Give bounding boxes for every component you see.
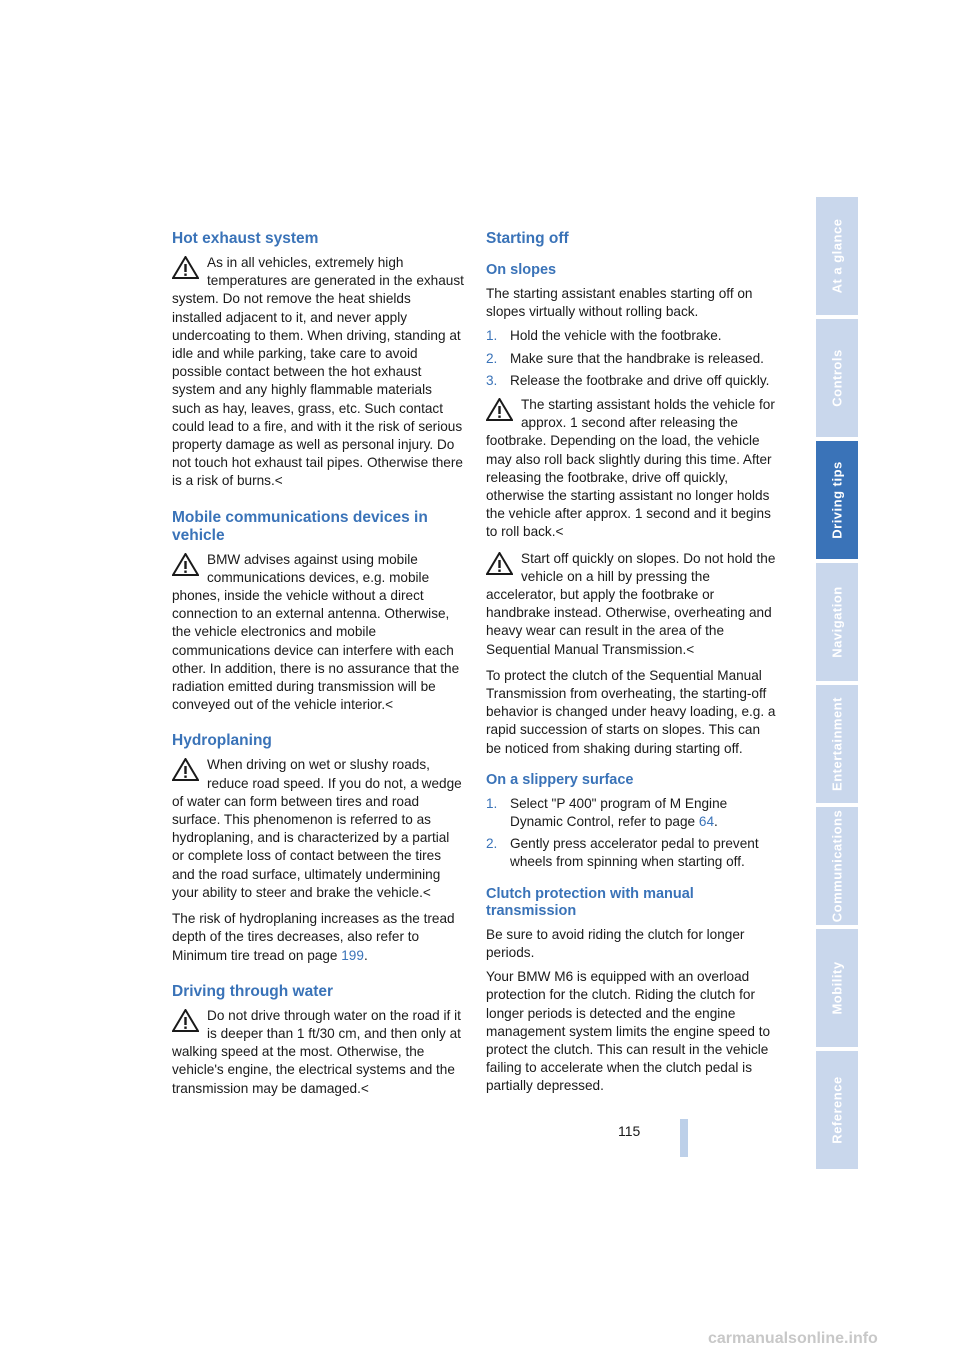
warning-triangle-icon xyxy=(172,758,199,781)
tab-controls[interactable] xyxy=(816,319,858,437)
step-list xyxy=(486,327,778,390)
step-item xyxy=(486,327,778,345)
warning-text: BMW advises against using mobile communications devices, e.g. mobile phones, inside the vehicle without a direct connection to an external antenna. Otherwise, the vehicle electronics and mobile communications device can interfere with each other. In addition, there is no assurance that the radiation emitted during transmission will be conveyed out of the vehicle interior. xyxy=(172,551,460,713)
paragraph: Your BMW M6 is equipped with an overload protection for the clutch. Riding the clutch for longer periods is detected and the engine management system limits the engine speed to protect the clutch. This can result in the vehicle failing to accelerate when the clutch pedal is partially depressed. xyxy=(486,969,771,1094)
tab-mobility[interactable] xyxy=(816,929,858,1047)
warning-text: When driving on wet or slushy roads, reduce road speed. If you do not, a wedge of water can form between tires and road surface. This phenomenon is referred to as hydroplaning, and is characterized by a partial or complete loss of contact between the tires and the road surface, ultimately undermining your ability to steer and brake the vehicle. xyxy=(172,757,462,900)
heading-clutch: Clutch protection with manual transmission xyxy=(486,885,694,919)
heading-hydroplaning: Hydroplaning xyxy=(172,732,272,750)
chapter-tabs xyxy=(816,197,858,1173)
warning-text: As in all vehicles, extremely high temperatures are generated in the exhaust system. Do not remove the heat shields installed adjacent to it, and never apply undercoating to them. When driving, standing at idle and while parking, take care to avoid possible contact between the hot exhaust system and any highly flammable materials such as hay, leaves, grass, etc. Such contact could lead to a fire, and with it the risk of serious property damage as well as personal injury. Do not touch hot exhaust tail pipes. Otherwise there is a risk of burns. xyxy=(172,255,464,489)
tab-label: Communications xyxy=(829,809,845,923)
paragraph-text: The risk of hydroplaning increases as the tread depth of the tires decreases, also refer to Minimum tire tread on page xyxy=(172,911,455,963)
paragraph: To protect the clutch of the Sequential Manual Transmission from overheating, the starting-off behavior is changed under heavy loading, e.g. a rapid succession of starts on slopes. This can be noticed from shaking during starting off. xyxy=(486,667,776,756)
step-text xyxy=(510,795,778,831)
section-clutch xyxy=(486,886,778,1096)
end-mark: < xyxy=(422,884,431,900)
section-slippery xyxy=(486,772,778,872)
step-item xyxy=(486,350,778,368)
heading-mobile: Mobile communications devices in vehicle xyxy=(172,508,428,544)
heading-on-slopes: On slopes xyxy=(486,262,557,278)
paragraph-end: . xyxy=(363,947,368,963)
tab-driving-tips[interactable] xyxy=(816,441,858,559)
step-text-end: . xyxy=(714,814,718,830)
tab-label: At a glance xyxy=(829,218,845,294)
section-water xyxy=(172,983,464,1098)
warning-text: The starting assistant holds the vehicle for approx. 1 second after releasing the footbrake. Depending on the load, the vehicle may also roll back slightly during this time. After releasing the footbrake, drive off quickly, otherwise the starting assistant no longer holds the vehicle after approx. 1 second and it begins to roll back. xyxy=(486,397,775,540)
end-mark: < xyxy=(555,524,564,540)
step-text: Hold the vehicle with the footbrake. xyxy=(510,328,722,344)
heading-starting-off: Starting off xyxy=(486,230,569,247)
tab-label: Navigation xyxy=(829,586,845,658)
step-number: 2. xyxy=(486,836,498,852)
tab-label: Entertainment xyxy=(829,697,845,791)
end-mark: < xyxy=(385,697,394,713)
tab-label: Reference xyxy=(829,1076,845,1144)
step-list xyxy=(486,795,778,872)
end-mark: < xyxy=(274,473,283,489)
step-number: 1. xyxy=(486,328,498,344)
warning-triangle-icon xyxy=(172,256,199,279)
heading-hot-exhaust: Hot exhaust system xyxy=(172,230,319,247)
warning-block xyxy=(172,254,464,491)
page-number-bar xyxy=(680,1119,688,1157)
step-text: Gently press accelerator pedal to prevent wheels from spinning when starting off. xyxy=(510,836,759,870)
warning-triangle-icon xyxy=(486,398,513,421)
tab-communications[interactable] xyxy=(816,807,858,925)
page-link[interactable]: 199 xyxy=(341,947,364,963)
tab-entertainment[interactable] xyxy=(816,685,858,803)
watermark: carmanualsonline.info xyxy=(708,1330,878,1347)
section-hot-exhaust xyxy=(172,230,464,491)
section-on-slopes xyxy=(486,262,778,758)
right-column xyxy=(486,230,778,1102)
paragraph xyxy=(172,910,464,965)
left-column xyxy=(172,230,464,1106)
step-number: 1. xyxy=(486,795,498,811)
heading-slippery: On a slippery surface xyxy=(486,771,634,788)
warning-text: Do not drive through water on the road if it is deeper than 1 ft/30 cm, and then only at walking speed at the most. Otherwise, the vehicle's engine, the electrical systems and the transmission may be damaged. xyxy=(172,1007,461,1096)
end-mark: < xyxy=(686,641,695,657)
step-item xyxy=(486,835,778,871)
tab-label: Mobility xyxy=(829,961,845,1015)
step-number: 3. xyxy=(486,372,498,388)
step-item xyxy=(486,795,778,831)
warning-block xyxy=(486,396,778,542)
page-number: 115 xyxy=(618,1123,641,1139)
tab-navigation[interactable] xyxy=(816,563,858,681)
tab-at-a-glance[interactable] xyxy=(816,197,858,315)
warning-triangle-icon xyxy=(172,1009,199,1032)
paragraph: Be sure to avoid riding the clutch for longer periods. xyxy=(486,926,745,960)
tab-label: Controls xyxy=(829,349,845,407)
section-hydroplaning xyxy=(172,732,464,964)
step-number: 2. xyxy=(486,350,498,366)
tab-reference[interactable] xyxy=(816,1051,858,1169)
step-item xyxy=(486,372,778,390)
step-text: Make sure that the handbrake is released. xyxy=(510,350,764,366)
warning-triangle-icon xyxy=(486,552,513,575)
tab-label: Driving tips xyxy=(829,461,845,539)
end-mark: < xyxy=(360,1080,369,1096)
paragraph: The starting assistant enables starting off on slopes virtually without rolling back. xyxy=(486,286,753,320)
heading-water: Driving through water xyxy=(172,982,334,1000)
section-mobile xyxy=(172,509,464,715)
warning-text: Start off quickly on slopes. Do not hold the vehicle on a hill by pressing the accelerator, but apply the footbrake or handbrake instead. Otherwise, overheating and heavy wear can result in the area of the Sequential Manual Transmission. xyxy=(486,550,776,657)
warning-block xyxy=(172,756,464,902)
step-text: Release the footbrake and drive off quickly. xyxy=(510,372,770,388)
warning-block xyxy=(172,1007,464,1098)
step-text-body: Select "P 400" program of M Engine Dynamic Control, refer to page xyxy=(510,795,728,830)
warning-block xyxy=(486,550,778,659)
page-link[interactable]: 64 xyxy=(698,814,715,830)
warning-triangle-icon xyxy=(172,553,199,576)
warning-block xyxy=(172,551,464,715)
